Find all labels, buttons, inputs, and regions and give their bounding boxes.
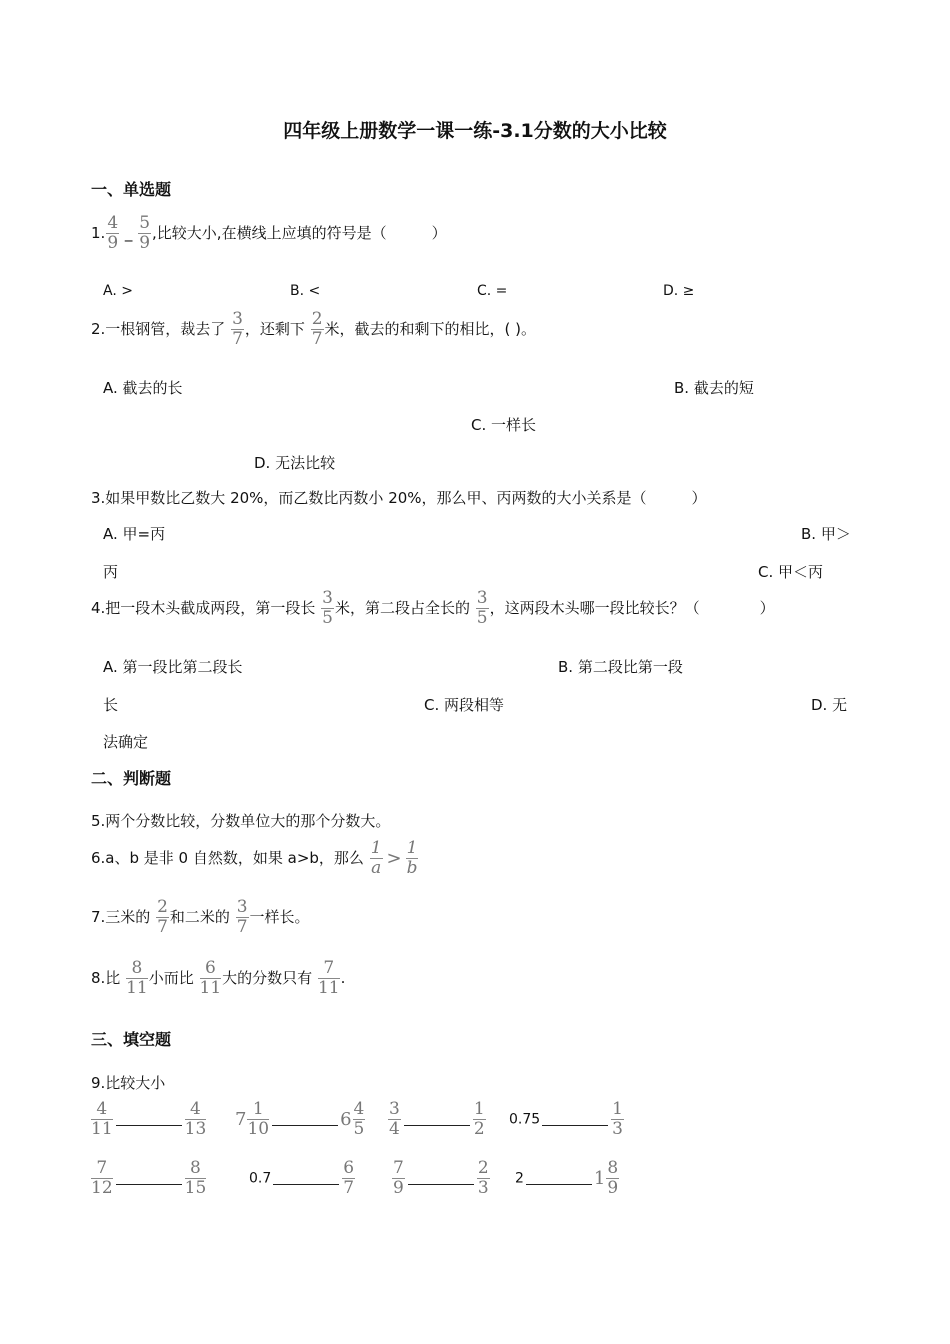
option-a[interactable]: A. 截去的长 bbox=[103, 379, 183, 397]
question-text: 大的分数只有 bbox=[222, 969, 313, 987]
answer-blank[interactable] bbox=[404, 1124, 470, 1126]
option-a[interactable]: A. > bbox=[103, 283, 133, 299]
question-5: 5.两个分数比较，分数单位大的那个分数大。 bbox=[91, 812, 391, 830]
answer-blank[interactable] bbox=[542, 1124, 608, 1126]
fraction: $\frac{4}{13}$ bbox=[184, 1099, 207, 1139]
question-text: 米，第二段占全长的 bbox=[334, 599, 470, 617]
whole-number: 1 bbox=[593, 1168, 606, 1189]
fraction: $\frac{1}{2}$ bbox=[473, 1099, 485, 1139]
fraction: $\frac{5}{9}$ bbox=[139, 213, 151, 253]
fraction: $\frac{7}{11}$ bbox=[317, 958, 340, 998]
question-3: 3.如果甲数比乙数大 20%，而乙数比丙数小 20%，那么甲、丙两数的大小关系是（ ） bbox=[91, 489, 707, 507]
fraction: $\frac{3}{4}$ bbox=[389, 1099, 400, 1139]
answer-blank[interactable] bbox=[272, 1124, 338, 1126]
question-4 bbox=[91, 590, 775, 627]
fraction: $\frac{7}{9}$ bbox=[393, 1158, 404, 1198]
page-title: 四年级上册数学一课一练-3.1分数的大小比较 bbox=[283, 120, 667, 142]
compare-item-4 bbox=[509, 1101, 625, 1138]
option-d[interactable]: D. ≥ bbox=[663, 283, 695, 299]
fraction: $\frac{3}{5}$ bbox=[476, 588, 488, 628]
fraction: $\frac{2}{7}$ bbox=[311, 309, 323, 349]
question-text: ，还剩下 bbox=[244, 320, 305, 338]
option-c[interactable]: C. = bbox=[477, 283, 508, 299]
option-a[interactable]: A. 第一段比第二段长 bbox=[103, 658, 243, 676]
fraction: $\frac{4}{11}$ bbox=[91, 1099, 113, 1139]
fraction: $\frac{1}{a}$ bbox=[370, 838, 382, 878]
section-heading-true-false: 二、判断题 bbox=[91, 769, 172, 788]
fraction: $\frac{1}{b}$ bbox=[406, 838, 418, 878]
option-b-continued: 长 bbox=[103, 696, 119, 714]
question-text: . bbox=[340, 969, 346, 987]
fraction: $\frac{6}{11}$ bbox=[199, 958, 222, 998]
compare-item-5 bbox=[90, 1160, 207, 1197]
decimal-value: 0.75 bbox=[509, 1111, 541, 1128]
fraction: $\frac{6}{7}$ bbox=[343, 1158, 355, 1198]
compare-item-1 bbox=[90, 1101, 207, 1138]
option-d[interactable]: D. 无 bbox=[811, 696, 848, 714]
answer-separator: _ bbox=[124, 224, 133, 242]
fraction: $\frac{8}{11}$ bbox=[126, 958, 148, 998]
fraction: $\frac{3}{7}$ bbox=[232, 309, 243, 349]
option-c[interactable]: C. 两段相等 bbox=[424, 696, 505, 714]
integer-value: 2 bbox=[515, 1170, 524, 1187]
section-heading-fill-blank: 三、填空题 bbox=[91, 1030, 172, 1049]
whole-number: 7 bbox=[235, 1109, 247, 1130]
option-b[interactable]: B. < bbox=[290, 283, 321, 299]
answer-blank[interactable] bbox=[526, 1183, 592, 1185]
fraction: $\frac{1}{10}$ bbox=[247, 1099, 270, 1139]
question-text: ，这两段木头哪一段比较长？（ ） bbox=[489, 599, 775, 617]
question-text: 一样长。 bbox=[249, 908, 310, 926]
option-b[interactable]: B. 截去的短 bbox=[674, 379, 754, 397]
fraction: $\frac{1}{3}$ bbox=[612, 1099, 623, 1139]
option-b[interactable]: B. 甲＞ bbox=[801, 525, 851, 543]
fraction: $\frac{8}{9}$ bbox=[607, 1158, 619, 1198]
option-d[interactable]: D. 无法比较 bbox=[254, 454, 336, 472]
compare-item-6 bbox=[249, 1160, 356, 1197]
question-text: 小而比 bbox=[148, 969, 194, 987]
question-text: 米，截去的和剩下的相比，( )。 bbox=[324, 320, 537, 338]
option-b-continued: 丙 bbox=[103, 563, 119, 581]
whole-number: 6 bbox=[340, 1109, 352, 1130]
fraction: $\frac{2}{3}$ bbox=[477, 1158, 489, 1198]
option-c[interactable]: C. 甲＜丙 bbox=[758, 563, 824, 581]
question-7 bbox=[91, 899, 310, 936]
decimal-value: 0.7 bbox=[249, 1170, 272, 1187]
fraction: $\frac{3}{7}$ bbox=[236, 897, 248, 937]
fraction: $\frac{3}{5}$ bbox=[322, 588, 333, 628]
answer-blank[interactable] bbox=[116, 1124, 182, 1126]
compare-item-8 bbox=[515, 1160, 620, 1197]
section-heading-single-choice: 一、单选题 bbox=[91, 180, 172, 199]
question-8 bbox=[91, 960, 345, 997]
question-text: 2.一根钢管，裁去了 bbox=[91, 320, 226, 338]
fraction: $\frac{4}{5}$ bbox=[353, 1099, 365, 1139]
option-d-continued: 法确定 bbox=[103, 733, 149, 751]
fraction: $\frac{7}{12}$ bbox=[91, 1158, 113, 1198]
question-text: 和二米的 bbox=[169, 908, 230, 926]
fraction: $\frac{2}{7}$ bbox=[157, 897, 168, 937]
question-6 bbox=[91, 840, 419, 877]
question-9: 9.比较大小 bbox=[91, 1074, 166, 1092]
question-text: 6.a、b 是非 0 自然数，如果 a>b，那么 bbox=[91, 849, 364, 867]
answer-blank[interactable] bbox=[116, 1183, 182, 1185]
question-number: 1. bbox=[91, 224, 106, 242]
compare-item-2 bbox=[235, 1101, 366, 1138]
question-2 bbox=[91, 311, 536, 348]
question-text: 4.把一段木头截成两段，第一段长 bbox=[91, 599, 316, 617]
compare-item-3 bbox=[387, 1101, 487, 1138]
compare-item-7 bbox=[391, 1160, 491, 1197]
answer-blank[interactable] bbox=[408, 1183, 474, 1185]
question-text: 7.三米的 bbox=[91, 908, 151, 926]
option-a[interactable]: A. 甲=丙 bbox=[103, 525, 166, 543]
answer-blank[interactable] bbox=[273, 1183, 339, 1185]
fraction: $\frac{8}{15}$ bbox=[184, 1158, 207, 1198]
question-1 bbox=[91, 215, 447, 252]
question-text: 8.比 bbox=[91, 969, 121, 987]
option-b[interactable]: B. 第二段比第一段 bbox=[558, 658, 683, 676]
question-text: ,比较大小,在横线上应填的符号是（ ） bbox=[152, 224, 447, 242]
greater-than-sign: > bbox=[386, 848, 402, 869]
fraction: $\frac{4}{9}$ bbox=[107, 213, 119, 253]
option-c[interactable]: C. 一样长 bbox=[471, 416, 537, 434]
